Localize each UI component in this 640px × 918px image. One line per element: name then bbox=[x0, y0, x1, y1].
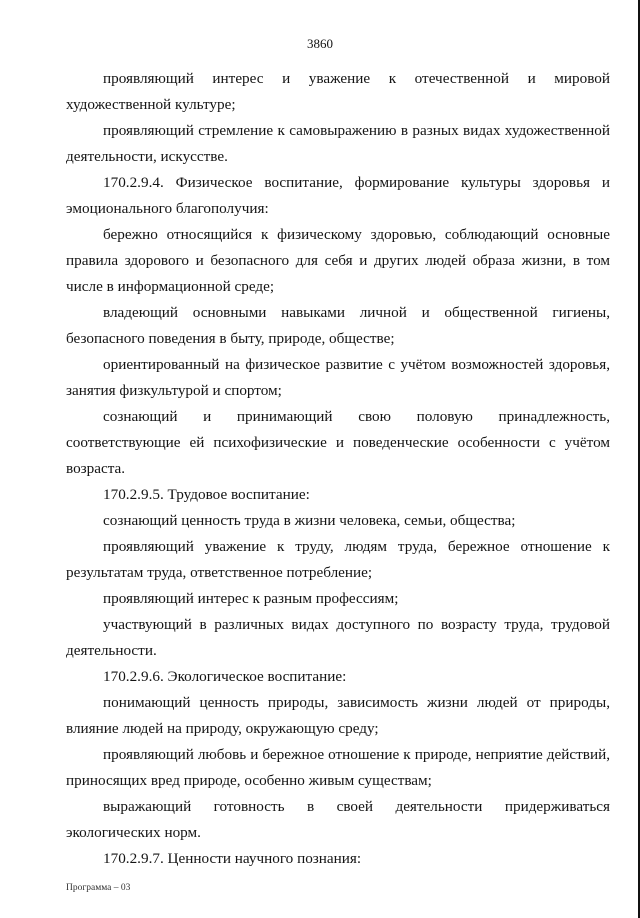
page-footer: Программа – 03 bbox=[66, 883, 131, 893]
paragraph: понимающий ценность природы, зависимость жизни людей от природы, влияние людей на природу, окружающую среду; bbox=[66, 694, 610, 737]
paragraph: проявляющий уважение к труду, людям труда, бережное отношение к результатам труда, ответственное потребление; bbox=[66, 538, 610, 581]
document-body bbox=[66, 66, 610, 872]
section-heading: 170.2.9.6. Экологическое воспитание: bbox=[103, 668, 347, 685]
section-heading: 170.2.9.7. Ценности научного познания: bbox=[103, 850, 362, 867]
page-number: 3860 bbox=[307, 36, 333, 51]
section-heading: 170.2.9.5. Трудовое воспитание: bbox=[103, 486, 310, 503]
paragraph: ориентированный на физическое развитие с учётом возможностей здоровья, занятия физкультурой и спортом; bbox=[66, 356, 610, 399]
paragraph: проявляющий интерес к разным профессиям; bbox=[103, 590, 399, 607]
paragraph: проявляющий любовь и бережное отношение к природе, неприятие действий, приносящих вред природе, особенно живым существам; bbox=[66, 746, 610, 789]
paragraph: бережно относящийся к физическому здоровью, соблюдающий основные правила здорового и безопасного для себя и других людей образа жизни, в том числе в информационной среде; bbox=[66, 226, 610, 295]
paragraph: участвующий в различных видах доступного по возрасту труда, трудовой деятельности. bbox=[66, 616, 610, 659]
section-heading: 170.2.9.4. Физическое воспитание, формирование культуры здоровья и эмоционального благополучия: bbox=[66, 174, 610, 217]
paragraph: проявляющий стремление к самовыражению в разных видах художественной деятельности, искусстве. bbox=[66, 122, 610, 165]
paragraph: проявляющий интерес и уважение к отечественной и мировой художественной культуре; bbox=[66, 70, 610, 113]
paragraph: владеющий основными навыками личной и общественной гигиены, безопасного поведения в быту, природе, обществе; bbox=[66, 304, 610, 347]
paragraph: выражающий готовность в своей деятельности придерживаться экологических норм. bbox=[66, 798, 610, 841]
paragraph: сознающий ценность труда в жизни человека, семьи, общества; bbox=[103, 512, 516, 529]
paragraph: сознающий и принимающий свою половую принадлежность, соответствующие ей психофизические и поведенческие особенности с учётом возраста. bbox=[66, 408, 610, 477]
